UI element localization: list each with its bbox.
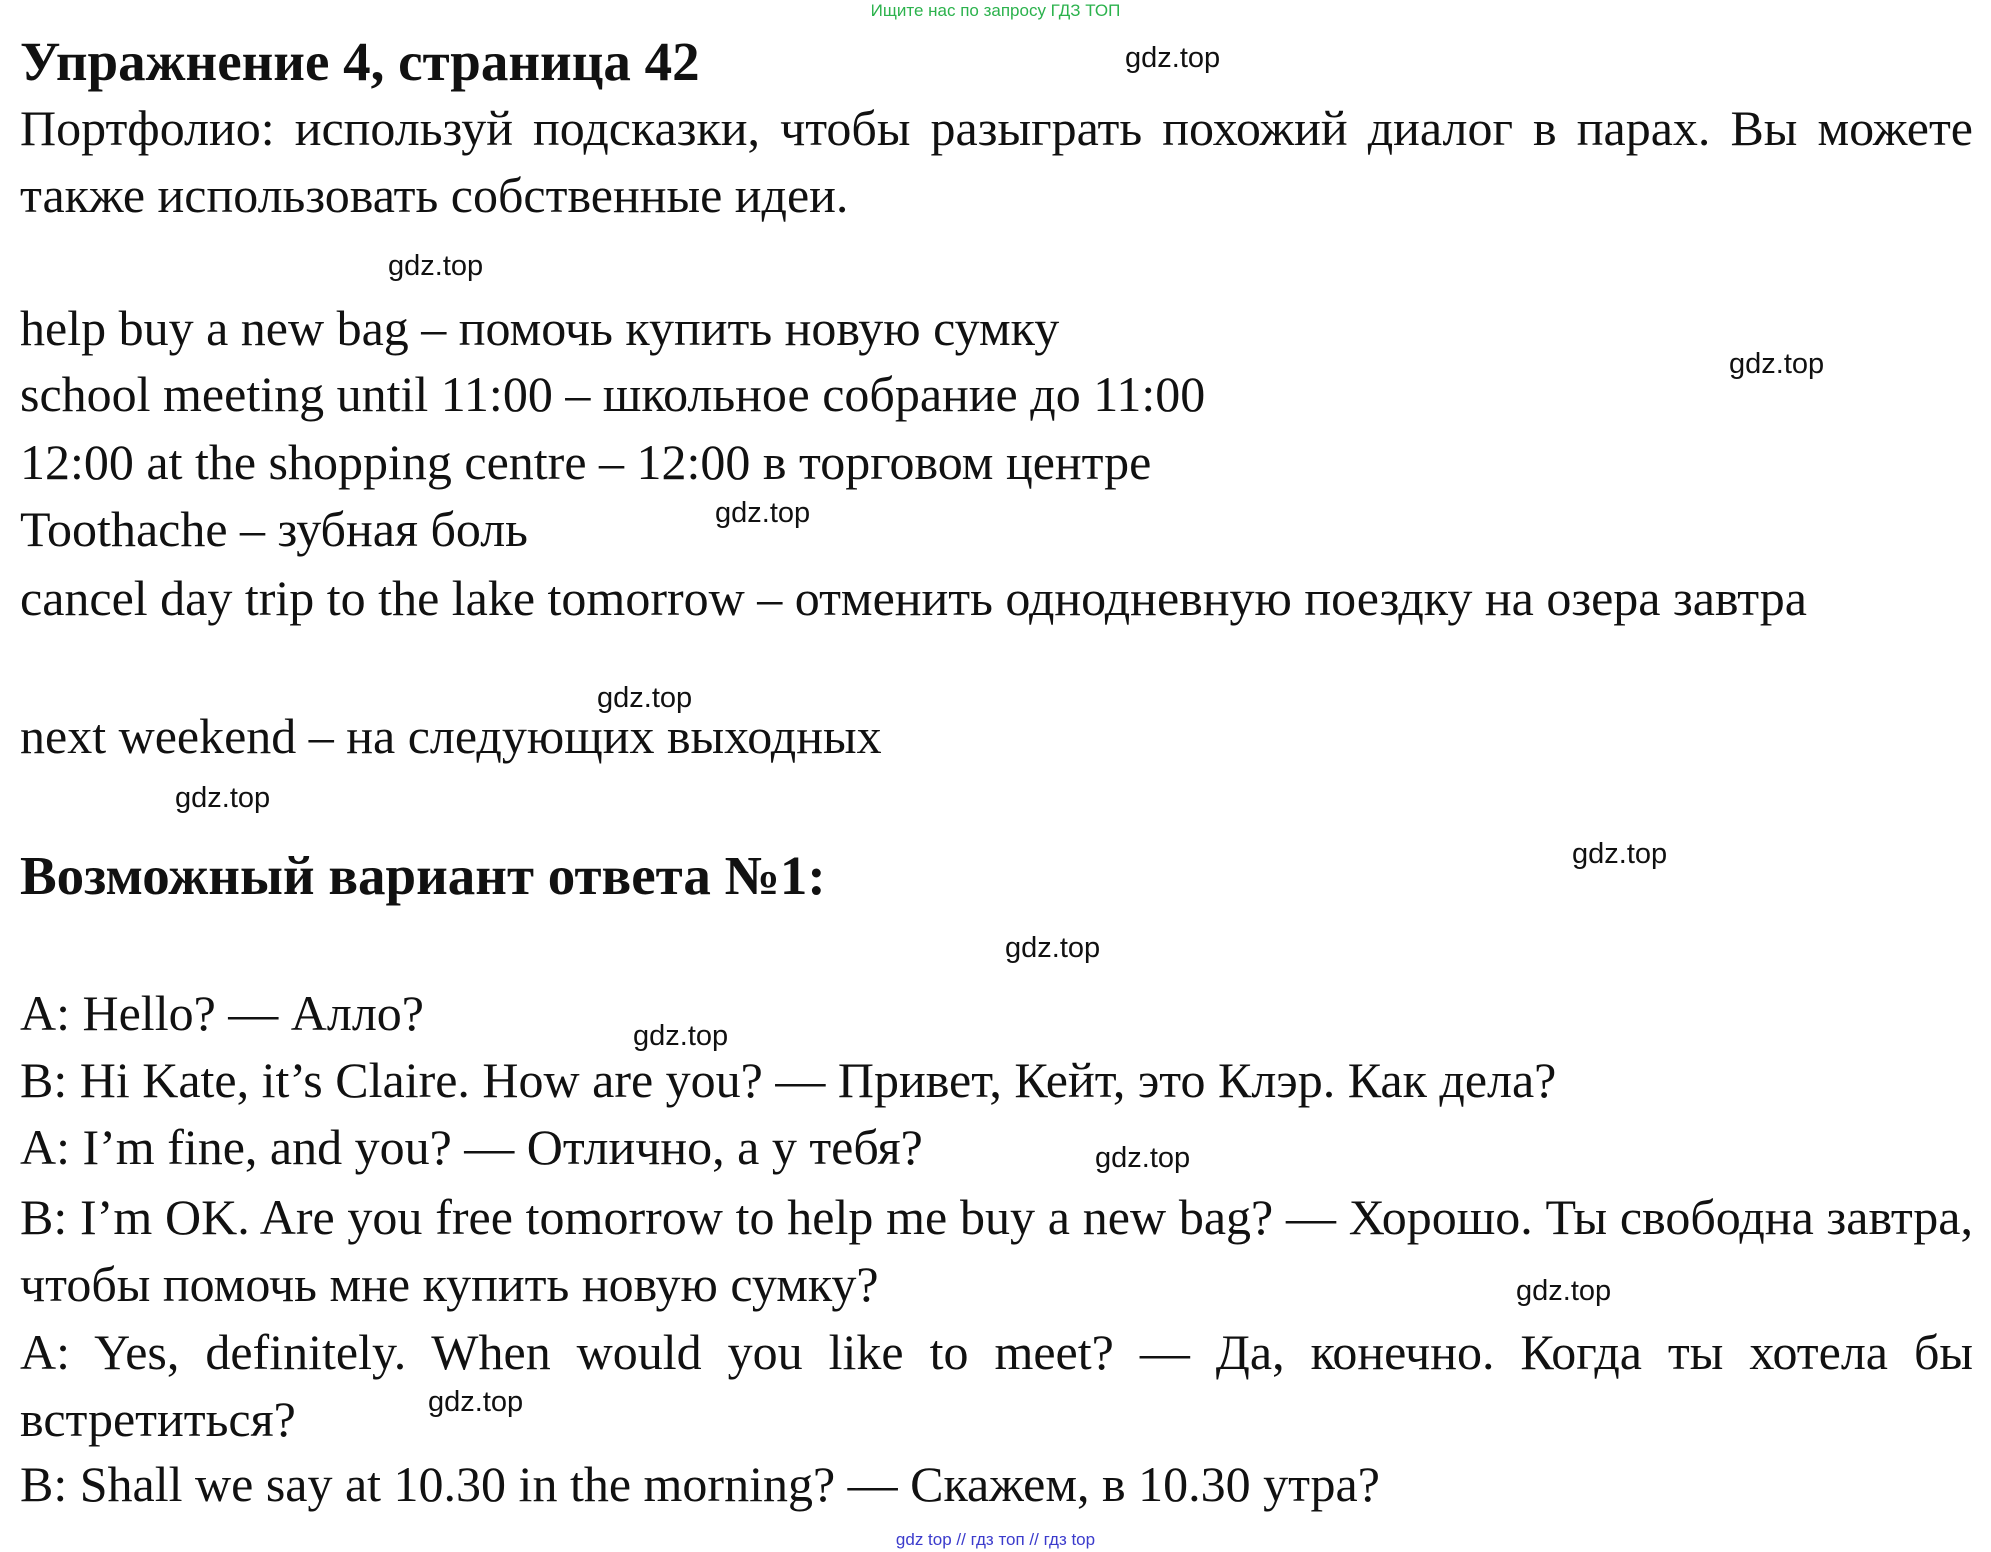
instruction-text: Портфолио: используй подсказки, чтобы разыграть похожий диалог в парах. Вы можете также использовать собственные идеи. [20, 100, 1973, 223]
prompt-item: 12:00 at the shopping centre – 12:00 в торговом центре [20, 434, 1152, 490]
dialogue-line: B: Shall we say at 10.30 in the morning? — Скажем, в 10.30 утра? [20, 1456, 1380, 1512]
answer-heading: Возможный вариант ответа №1: [20, 845, 826, 906]
dialogue-line: B: I’m OK. Are you free tomorrow to help me buy a new bag? — Хорошо. Ты свободна завтра, чтобы помочь мне купить новую сумку? [20, 1189, 1973, 1312]
watermark: gdz.top [1095, 1142, 1191, 1174]
dialogue-line: A: Yes, definitely. When would you like to meet? — Да, конечно. Когда ты хотела бы встретиться? [20, 1324, 1973, 1447]
dialogue-line: A: Hello? — Алло? [20, 985, 424, 1041]
watermark: gdz.top [388, 250, 484, 282]
prompt-item: school meeting until 11:00 – школьное собрание до 11:00 [20, 366, 1206, 422]
prompt-item: cancel day trip to the lake tomorrow – отменить однодневную поездку на озера завтра [20, 570, 1807, 626]
watermark: gdz.top [1516, 1275, 1612, 1307]
footer-links: gdz top // гдз топ // гдз top [895, 1530, 1096, 1549]
watermark: gdz.top [428, 1386, 524, 1418]
watermark: gdz.top [1729, 348, 1825, 380]
watermark: gdz.top [715, 497, 811, 529]
prompt-item: Toothache – зубная боль [20, 501, 528, 557]
watermark: gdz.top [597, 682, 693, 714]
watermark: gdz.top [1572, 838, 1668, 870]
watermark: gdz.top [1125, 42, 1221, 74]
dialogue-line: B: Hi Kate, it’s Claire. How are you? — Привет, Кейт, это Клэр. Как дела? [20, 1052, 1557, 1108]
watermark: gdz.top [1005, 932, 1101, 964]
prompt-item: help buy a new bag – помочь купить новую сумку [20, 300, 1060, 356]
dialogue-line: A: I’m fine, and you? — Отлично, а у тебя? [20, 1119, 923, 1175]
watermark: gdz.top [175, 782, 271, 814]
watermark: gdz.top [633, 1020, 729, 1052]
top-note: Ищите нас по запросу ГДЗ ТОП [870, 1, 1121, 20]
prompt-item: next weekend – на следующих выходных [20, 708, 882, 764]
page-title: Упражнение 4, страница 42 [20, 31, 700, 92]
